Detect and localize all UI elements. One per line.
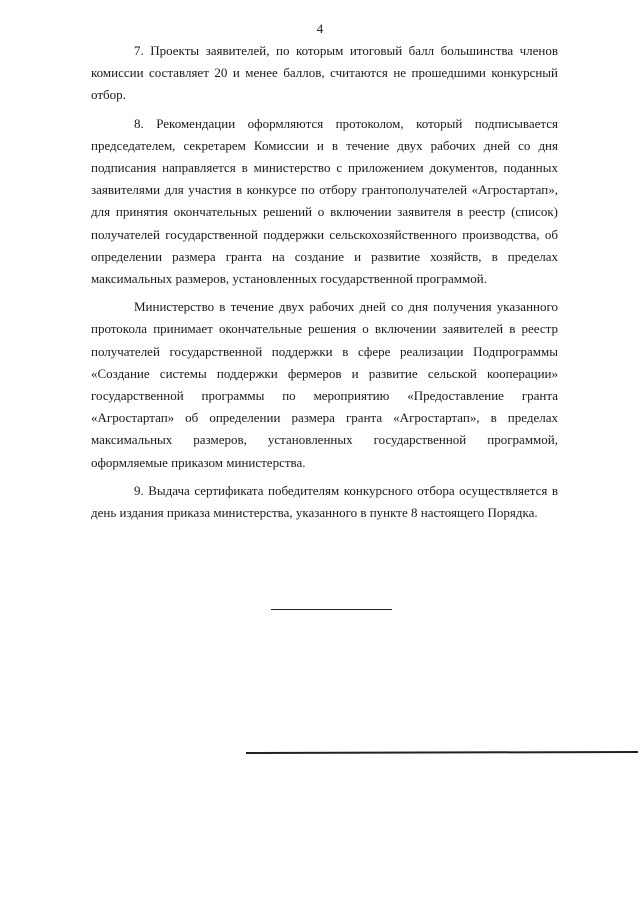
- end-of-text-divider: [271, 609, 392, 610]
- document-body: [91, 40, 558, 530]
- paragraph-item-7: 7. Проекты заявителей, по которым итоговый балл большинства членов комиссии составляет 20 и менее баллов, считаются не прошедшими конкурсный отбор.: [91, 43, 558, 103]
- paragraph-item-8: 8. Рекомендации оформляются протоколом, который подписывается председателем, секретарем Комиссии и в течение двух рабочих дней со дня подписания направляется в министерство с приложением документов, поданных заявителями для участия в конкурсе по отбору грантополучателей «Агростартап», для принятия окончательных решений о включении заявителя в реестр (список) получателей государственной поддержки сельскохозяйственного производства, об определении размера гранта на создание и развитие хозяйств, в пределах максимальных размеров, установленных государственной программой.: [91, 115, 558, 287]
- paragraph-ministry-decision: Министерство в течение двух рабочих дней со дня получения указанного протокола принимает окончательные решения о включении заявителей в реестр получателей государственной поддержки в сфере реализации Подпрограммы «Создание системы поддержки фермеров и развитие сельской кооперации» государственной программы по мероприятию «Предоставление гранта «Агростартап» об определении размера гранта «Агростартап», в пределах максимальных размеров, установленных государственной программой, оформляемые приказом министерства.: [91, 299, 558, 470]
- page-number: 4: [316, 21, 324, 36]
- paragraph-item-9: 9. Выдача сертификата победителям конкурсного отбора осуществляется в день издания приказа министерства, указанного в пункте 8 настоящего Порядка.: [91, 482, 558, 521]
- footer-rule: [246, 751, 638, 754]
